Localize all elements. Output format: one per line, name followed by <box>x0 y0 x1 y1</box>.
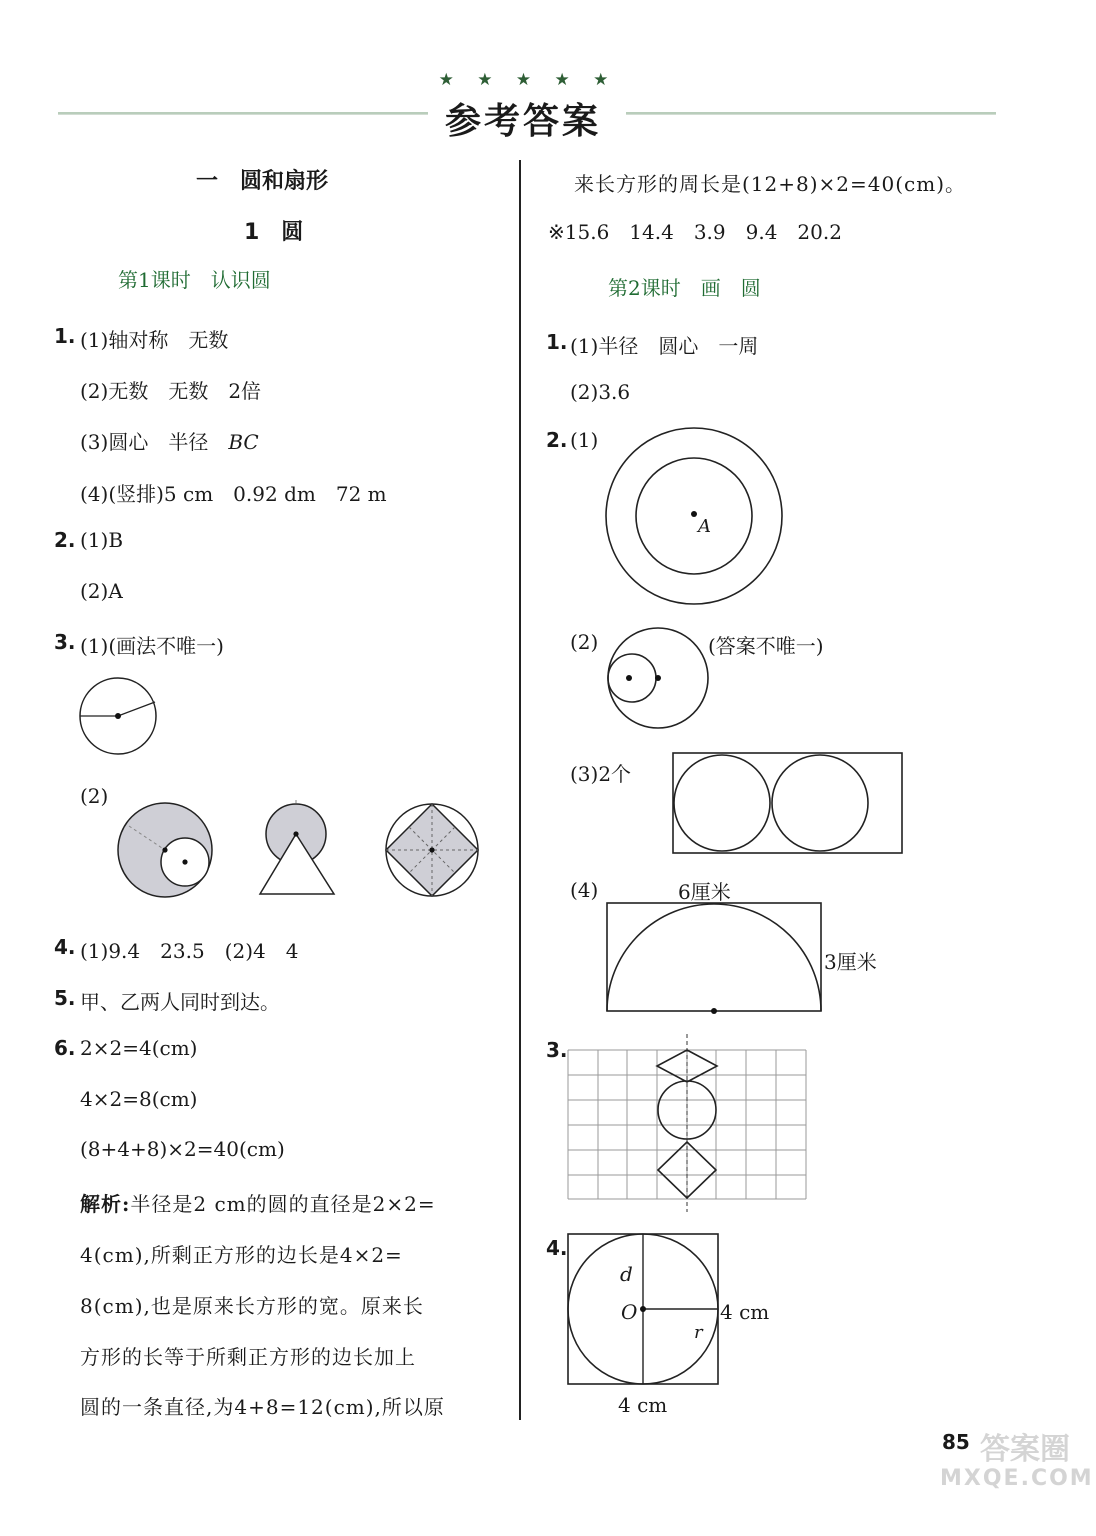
q6-line2: 4×2=8(cm) <box>80 1087 198 1111</box>
lesson-title-2: 第2课时 画 圆 <box>608 276 761 300</box>
q3-figure-square-in-circle <box>382 800 482 900</box>
r-q2-number: 2. <box>546 428 568 452</box>
r-q2-semicircle-in-rect <box>606 902 824 1016</box>
q1-part4: (4)(竖排)5 cm 0.92 dm 72 m <box>80 482 387 506</box>
q3-number: 3. <box>54 630 76 654</box>
q6-analysis-label: 解析: <box>80 1192 131 1216</box>
r-q1-number: 1. <box>546 330 568 354</box>
r-q4-number: 4. <box>546 1236 568 1260</box>
q6-analysis-line5: 圆的一条直径,为4+8=12(cm),所以原 <box>80 1395 445 1419</box>
watermark-site: MXQE.COM <box>940 1466 1094 1491</box>
r-q3-number: 3. <box>546 1038 568 1062</box>
q5-number: 5. <box>54 986 76 1010</box>
q6-analysis-line1 <box>80 1188 500 1217</box>
r-q4-circle-in-square <box>566 1232 722 1390</box>
q6-analysis-line4: 方形的长等于所剩正方形的边长加上 <box>80 1345 416 1369</box>
r-q2-label-3cm: 3厘米 <box>824 950 877 974</box>
r-q4-right-length: 4 cm <box>720 1300 770 1324</box>
r-q2-part1: (1) <box>570 428 599 452</box>
r-q2-part3: (3)2个 <box>570 762 632 786</box>
r-q3-grid-figure <box>566 1034 810 1214</box>
q6-analysis-line2: 4(cm),所剩正方形的边长是4×2= <box>80 1243 403 1267</box>
q4-answer: (1)9.4 23.5 (2)4 4 <box>80 939 299 963</box>
q6-analysis-line3: 8(cm),也是原来长方形的宽。原来长 <box>80 1294 424 1318</box>
q4-number: 4. <box>54 935 76 959</box>
q6-line1: 2×2=4(cm) <box>80 1036 198 1060</box>
q3-figure-circle-triangle <box>252 800 342 898</box>
r-q2-part2: (2) <box>570 630 599 654</box>
r-q2-nested-circles <box>606 626 712 732</box>
watermark-logo-text: 答案圈 <box>980 1432 1070 1467</box>
section-title: 1 圆 <box>244 220 304 245</box>
q1-part3-text: (3)圆心 半径 <box>80 430 229 454</box>
r-q4-label-d: d <box>620 1262 633 1286</box>
header-stars: ★ ★ ★ ★ ★ <box>438 70 618 90</box>
q2-part1: (1)B <box>80 528 124 552</box>
lesson-title-1: 第1课时 认识圆 <box>118 268 271 292</box>
r-q1-part1: (1)半径 圆心 一周 <box>570 334 759 358</box>
q2-number: 2. <box>54 528 76 552</box>
r-q4-bottom-length: 4 cm <box>618 1393 668 1417</box>
page-number: 85 <box>942 1430 970 1454</box>
r-q2-label-6cm: 6厘米 <box>678 880 731 904</box>
q1-part3-var: BC <box>228 430 259 454</box>
q3-part1: (1)(画法不唯一) <box>80 634 224 658</box>
q3-figure-circle-in-circle <box>115 800 217 902</box>
r-q1-part2: (2)3.6 <box>570 380 631 404</box>
page-title: 参考答案 <box>444 101 601 142</box>
q6-analysis-text1: 半径是2 cm的圆的直径是2×2= <box>130 1192 436 1216</box>
r-q2-part4: (4) <box>570 878 599 902</box>
r-q2-part2-note: (答案不唯一) <box>708 634 824 658</box>
r-q2-point-label: A <box>698 516 711 537</box>
q1-part3 <box>80 426 259 455</box>
q6-line3: (8+4+8)×2=40(cm) <box>80 1137 285 1161</box>
chapter-title: 一 圆和扇形 <box>196 169 329 194</box>
q5-answer: 甲、乙两人同时到达。 <box>80 990 280 1014</box>
r-q4-label-o: O <box>621 1300 638 1324</box>
r-q4-label-r: r <box>694 1322 703 1343</box>
column-divider <box>519 160 521 1420</box>
q2-part2: (2)A <box>80 579 123 603</box>
q1-part2: (2)无数 无数 2倍 <box>80 379 262 403</box>
r-q2-concentric-circles <box>604 426 786 608</box>
q6-number: 6. <box>54 1036 76 1060</box>
q3-part2: (2) <box>80 784 109 808</box>
right-continuation: 来长方形的周长是(12+8)×2=40(cm)。 <box>574 172 966 196</box>
q3-circle-figure <box>78 676 160 758</box>
q1-part1: (1)轴对称 无数 <box>80 328 229 352</box>
q1-number: 1. <box>54 324 76 348</box>
right-extra-answers: ※15.6 14.4 3.9 9.4 20.2 <box>548 220 842 244</box>
r-q2-two-circles-in-rect <box>672 752 904 856</box>
